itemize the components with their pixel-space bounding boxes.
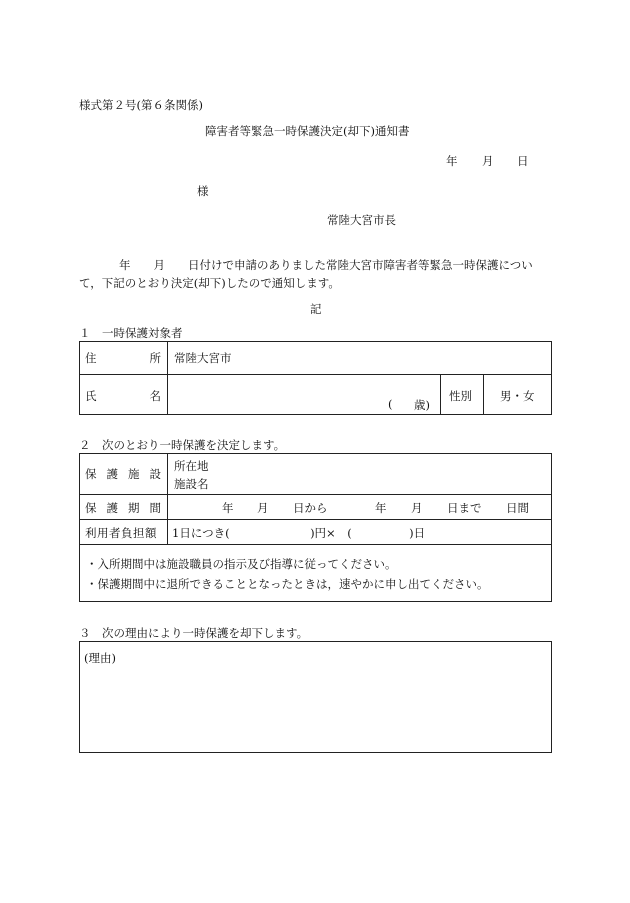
period-day-from: 日から — [293, 501, 328, 515]
period-label — [85, 500, 161, 516]
age-paren-open: ( — [388, 397, 393, 411]
s2-row-divider-2 — [79, 519, 552, 520]
cost-label: 利用者負担額 — [85, 526, 157, 540]
period-month-from: 月 — [257, 501, 269, 515]
section3-heading: ３ 次の理由により一時保護を却下します。 — [79, 626, 309, 640]
issuer-name: 常陸大宮市長 — [327, 213, 396, 227]
facility-name-label: 施設名 — [174, 477, 209, 491]
gender-label: 性別 — [449, 389, 472, 403]
period-day-to: 日まで — [447, 501, 482, 515]
date-day: 日 — [517, 154, 529, 168]
name-label-char: 名 — [149, 389, 161, 403]
period-label-char: 期 — [128, 501, 140, 515]
s1-gender-divider-1 — [440, 374, 441, 415]
period-label-char: 保 — [85, 501, 97, 515]
period-label-char: 護 — [106, 501, 118, 515]
reason-label: (理由) — [84, 651, 116, 665]
facility-label — [85, 466, 161, 482]
addressee-suffix: 様 — [197, 184, 209, 198]
s1-gender-divider-2 — [483, 374, 484, 415]
body-line-2: て，下記のとおり決定(却下)したので通知します。 — [79, 276, 340, 290]
s1-label-divider — [167, 341, 168, 415]
reason-box[interactable] — [79, 641, 552, 753]
section1-heading: １ 一時保護対象者 — [79, 326, 183, 340]
facility-label-char: 設 — [149, 467, 161, 481]
section2-heading: ２ 次のとおり一時保護を決定します。 — [79, 438, 286, 452]
ki-heading: 記 — [310, 302, 322, 316]
body-line-1: 年 月 日付けで申請のありました常陸大宮市障害者等緊急一時保護につい — [119, 258, 533, 272]
form-number: 様式第２号(第６条関係) — [79, 98, 203, 112]
address-label-char: 住 — [85, 351, 97, 365]
name-label-char: 氏 — [85, 389, 97, 403]
s2-label-divider — [167, 453, 168, 544]
facility-label-char: 護 — [106, 467, 118, 481]
address-label-char: 所 — [149, 351, 161, 365]
note-2: ・保護期間中に退所できることとなったときは，速やかに申し出てください。 — [86, 577, 489, 591]
facility-label-char: 保 — [85, 467, 97, 481]
cost-value: 1日につき( )円× ( )日 — [172, 526, 426, 540]
period-year-to: 年 — [375, 501, 387, 515]
s2-row-divider-1 — [79, 494, 552, 495]
period-days: 日間 — [506, 501, 529, 515]
gender-value[interactable]: 男・女 — [500, 389, 535, 403]
s2-row-divider-3 — [79, 544, 552, 545]
document-title: 障害者等緊急一時保護決定(却下)通知書 — [205, 124, 410, 138]
address-value: 常陸大宮市 — [174, 351, 232, 365]
facility-label-char: 施 — [128, 467, 140, 481]
name-input[interactable] — [171, 376, 437, 412]
note-1: ・入所期間中は施設職員の指示及び指導に従ってください。 — [86, 557, 397, 571]
s1-row-divider — [79, 374, 552, 375]
name-label — [85, 388, 161, 404]
facility-location-label: 所在地 — [174, 459, 209, 473]
date-year: 年 — [446, 154, 458, 168]
period-month-to: 月 — [411, 501, 423, 515]
age-unit: 歳) — [414, 398, 430, 412]
period-year-from: 年 — [222, 501, 234, 515]
address-label — [85, 350, 161, 366]
period-label-char: 間 — [149, 501, 161, 515]
date-month: 月 — [482, 154, 494, 168]
